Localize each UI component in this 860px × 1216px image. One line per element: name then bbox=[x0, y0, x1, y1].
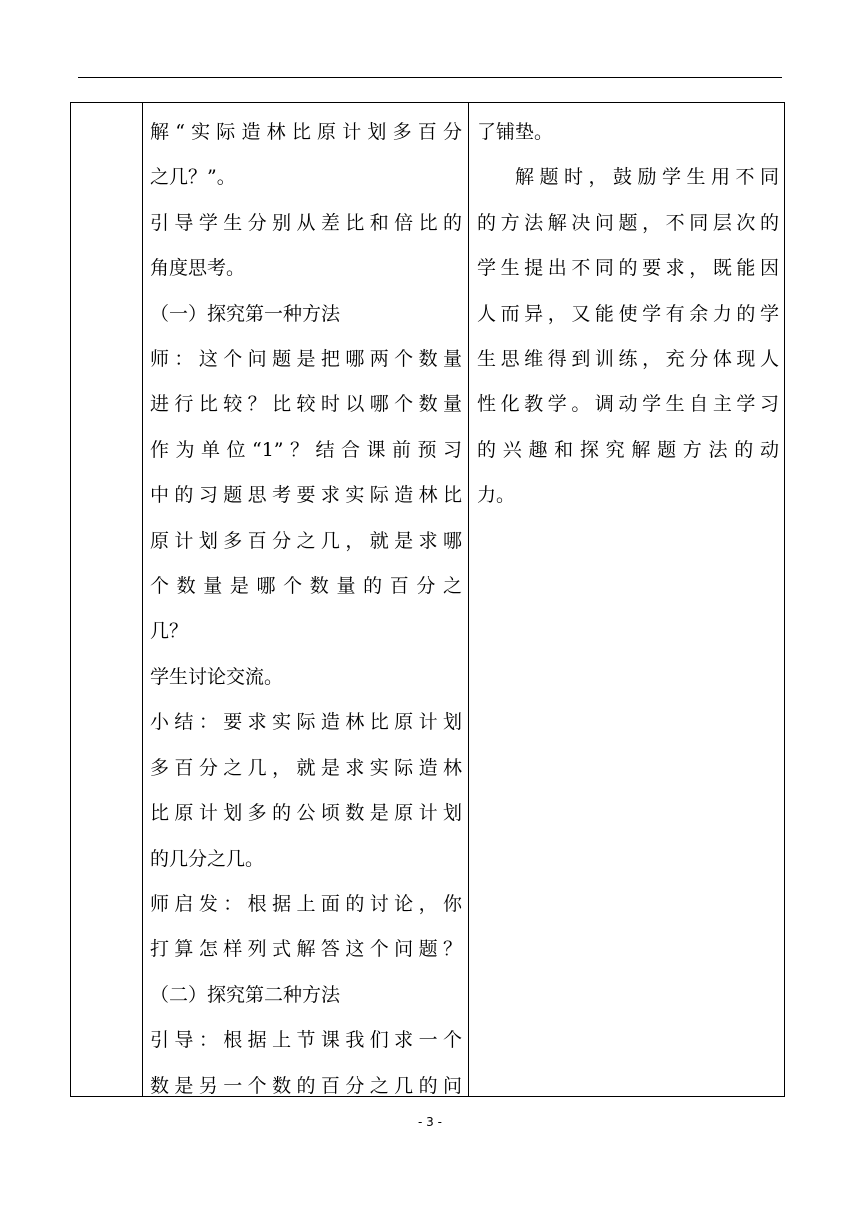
text-line: 的兴趣和探究解题方法的动 bbox=[477, 438, 779, 461]
text-line: 个数量是哪个数量的百分之 bbox=[150, 575, 462, 598]
text-line: 进行比较？比较时以哪个数量 bbox=[150, 393, 462, 416]
text-line: 师：这个问题是把哪两个数量 bbox=[150, 348, 462, 371]
text-line: 多百分之几，就是求实际造林 bbox=[150, 756, 462, 779]
text-line: 的几分之几。 bbox=[150, 847, 265, 870]
text-line: 打算怎样列式解答这个问题？ bbox=[150, 938, 462, 961]
text-line: 解题时，鼓励学生用不同 bbox=[515, 166, 779, 189]
page-number: - 3 - bbox=[418, 1115, 442, 1129]
text-line: 比原计划多的公顷数是原计划 bbox=[150, 802, 462, 825]
text-line: 之几？”。 bbox=[150, 166, 236, 189]
section-heading: （二）探究第二种方法 bbox=[150, 983, 341, 1006]
header-rule bbox=[78, 77, 782, 78]
text-line: 师启发：根据上面的讨论，你 bbox=[150, 892, 462, 915]
teaching-process-cell bbox=[150, 110, 462, 1109]
text-line: 数是另一个数的百分之几的问 bbox=[150, 1074, 462, 1097]
text-line: 原计划多百分之几，就是求哪 bbox=[150, 529, 462, 552]
text-line: 生思维得到训练，充分体现人 bbox=[477, 348, 779, 371]
text-line: 小结：要求实际造林比原计划 bbox=[150, 711, 462, 734]
text-line: 学生提出不同的要求，既能因 bbox=[477, 257, 779, 280]
column-divider-1 bbox=[142, 103, 143, 1096]
text-line: 力。 bbox=[477, 484, 516, 507]
text-line: 引导：根据上节课我们求一个 bbox=[150, 1029, 462, 1052]
text-line: 引导学生分别从差比和倍比的 bbox=[150, 211, 462, 234]
column-divider-2 bbox=[468, 103, 469, 1096]
text-line: 几？ bbox=[150, 620, 189, 643]
design-intent-cell bbox=[477, 110, 779, 519]
text-line: 学生讨论交流。 bbox=[150, 665, 284, 688]
text-line: 角度思考。 bbox=[150, 257, 246, 280]
text-line: 人而异，又能使学有余力的学 bbox=[477, 302, 779, 325]
text-line: 了铺垫。 bbox=[477, 121, 554, 143]
text-line: 性化教学。调动学生自主学习 bbox=[477, 393, 779, 416]
text-line: 的方法解决问题，不同层次的 bbox=[477, 211, 779, 234]
text-line: 中的习题思考要求实际造林比 bbox=[150, 484, 462, 507]
text-line: 解“实际造林比原计划多百分 bbox=[150, 121, 462, 143]
lesson-table bbox=[70, 102, 785, 1097]
text-line: 作为单位“1”？结合课前预习 bbox=[150, 438, 462, 461]
section-heading: （一）探究第一种方法 bbox=[150, 302, 341, 325]
